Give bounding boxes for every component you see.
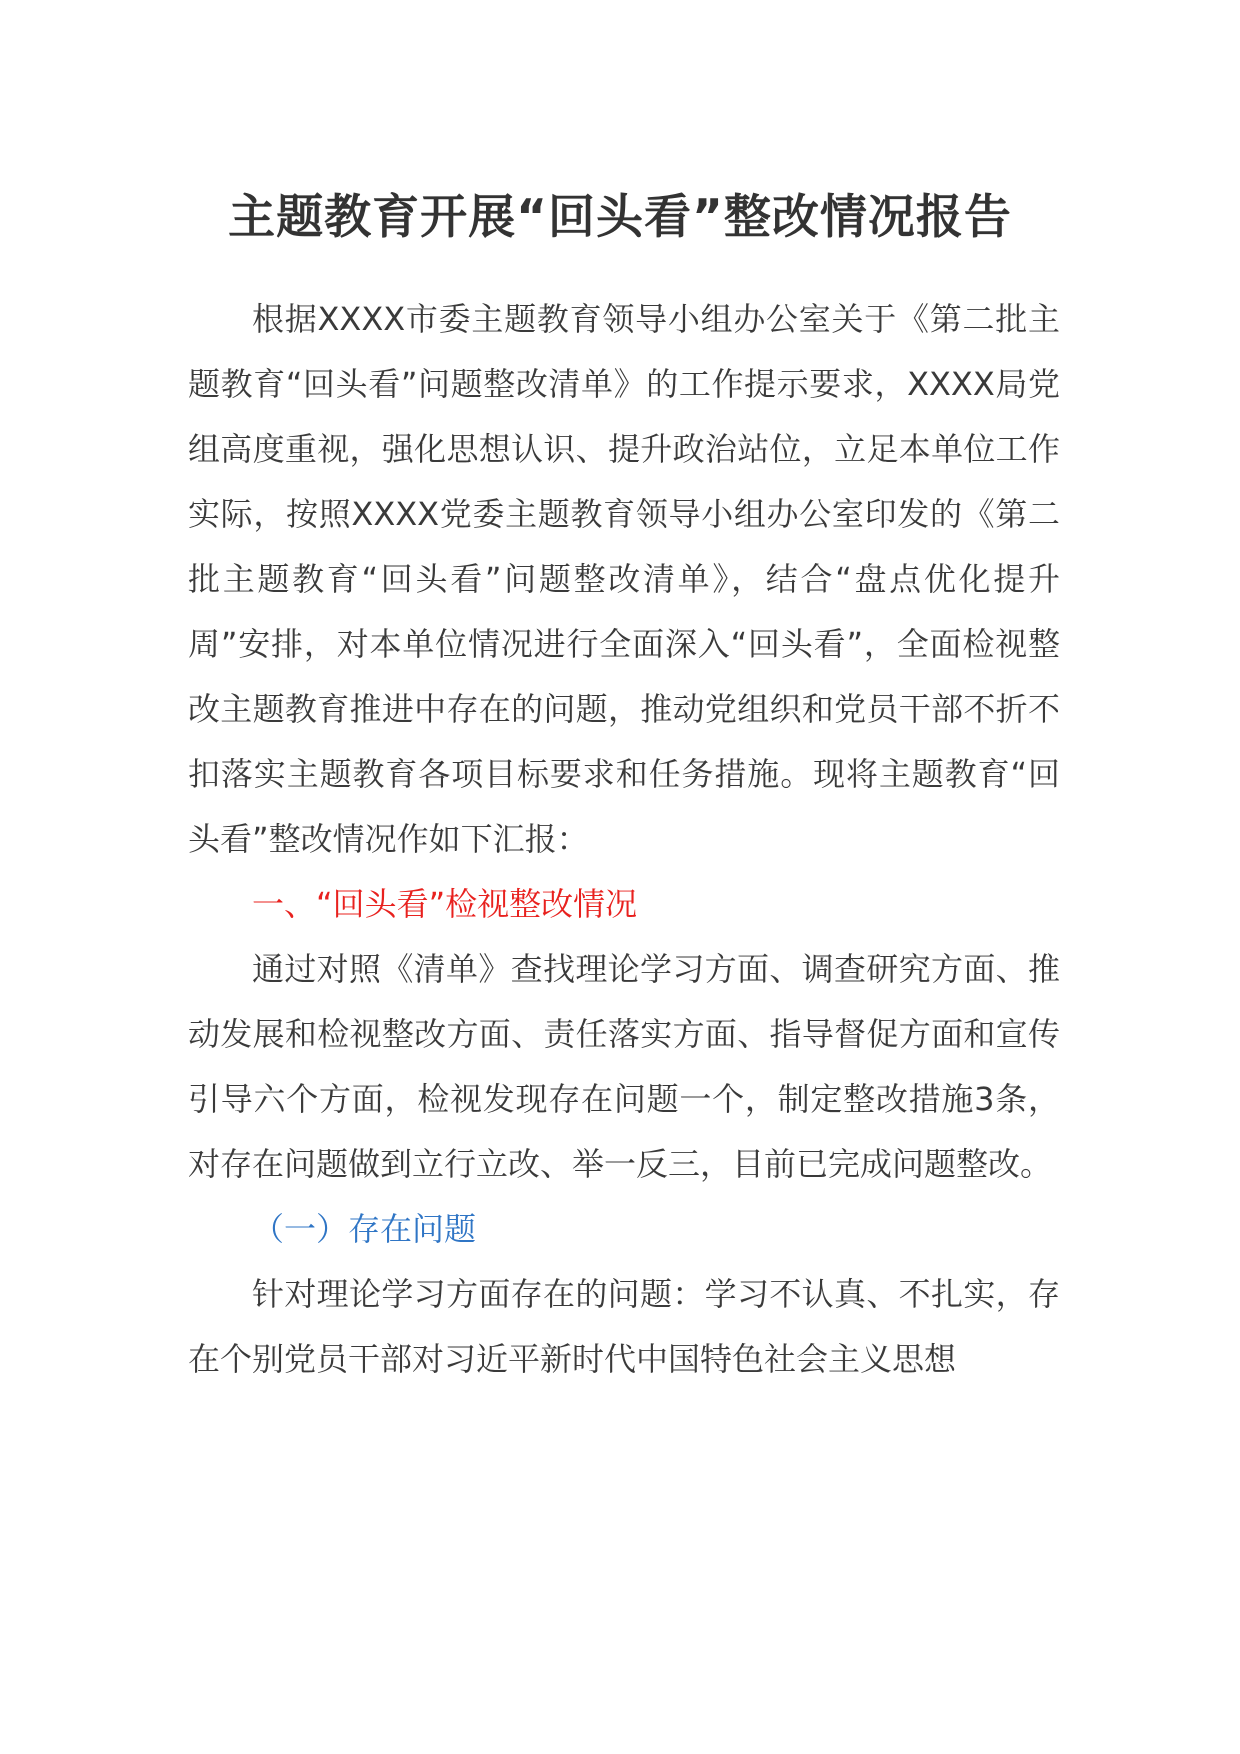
section-1-paragraph: 通过对照《清单》查找理论学习方面、调查研究方面、推动发展和检视整改方面、责任落实方面、指导督促方面和宣传引导六个方面，检视发现存在问题一个，制定整改措施3条，对存在问题做到立行立改、举一反三，目前已完成问题整改。 bbox=[188, 950, 1060, 1183]
subsection-heading-1: （一）存在问题 bbox=[252, 1210, 477, 1248]
document-body bbox=[188, 287, 1060, 1392]
subsection-1-paragraph: 针对理论学习方面存在的问题：学习不认真、不扎实，存在个别党员干部对习近平新时代中国特色社会主义思想 bbox=[188, 1275, 1060, 1378]
document-title: 主题教育开展“回头看”整改情况报告 bbox=[228, 190, 1012, 245]
intro-paragraph: 根据XXXX市委主题教育领导小组办公室关于《第二批主题教育“回头看”问题整改清单》的工作提示要求，XXXX局党组高度重视，强化思想认识、提升政治站位，立足本单位工作实际，按照XXXX党委主题教育领导小组办公室印发的《第二批主题教育“回头看”问题整改清单》，结合“盘点优化提升周”安排，对本单位情况进行全面深入“回头看”，全面检视整改主题教育推进中存在的问题，推动党组织和党员干部不折不扣落实主题教育各项目标要求和任务措施。现将主题教育“回头看”整改情况作如下汇报： bbox=[188, 300, 1060, 858]
section-heading-1: 一、“回头看”检视整改情况 bbox=[252, 885, 638, 923]
